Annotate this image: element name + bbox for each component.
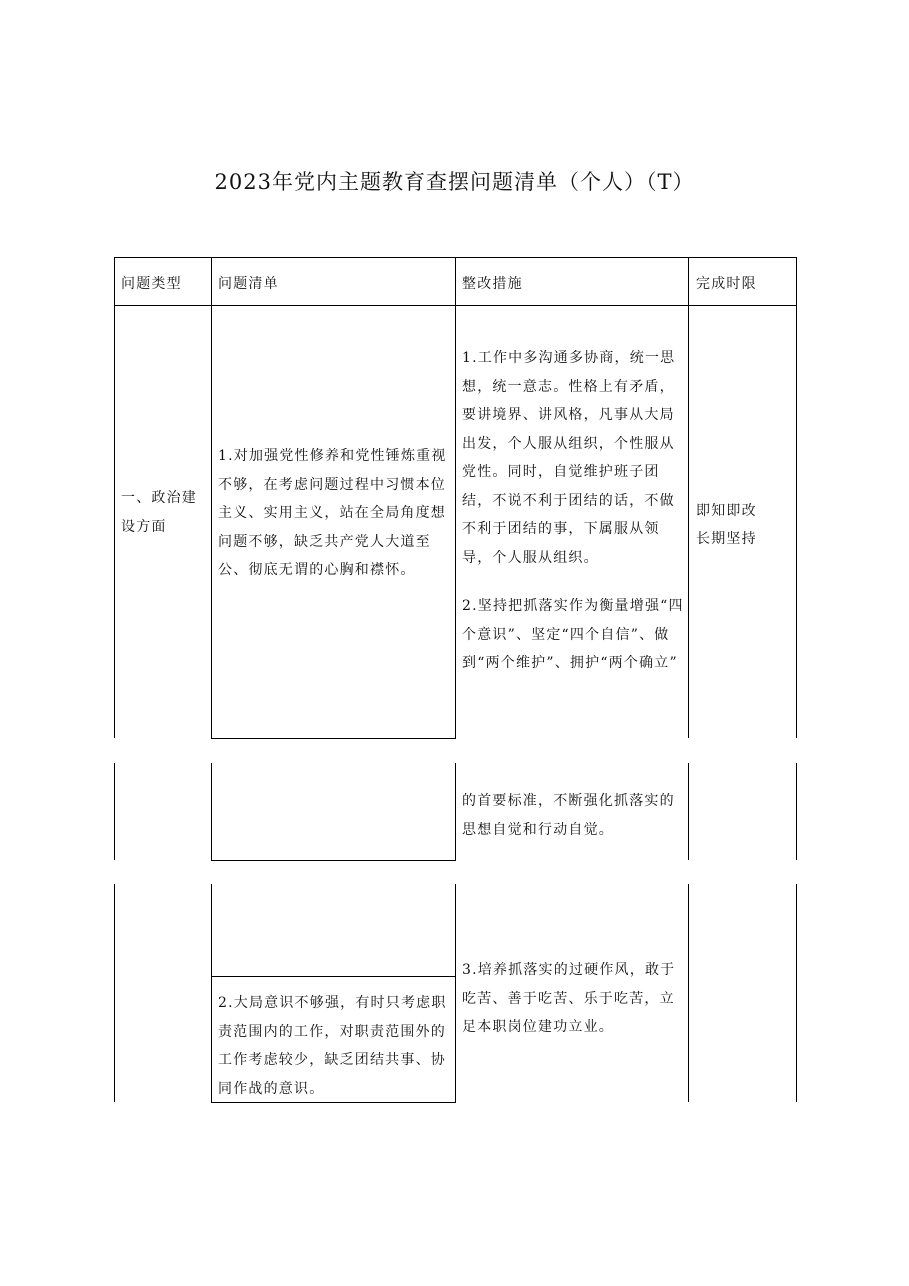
table-border (796, 884, 797, 1102)
cell-measures-1: 1.工作中多沟通多协商，统一思想，统一意志。性格上有矛盾，要讲境界、讲风格，凡事从大局出发，个人服从组织，个性服从党性。同时，自觉维护班子团结，不说不利于团结的话，不做不利于团结的事，下属服从领导，个人服从组织。 (462, 350, 676, 566)
header-deadline: 完成时限 (696, 276, 757, 292)
table-border (211, 976, 455, 977)
cell-problem-1: 1.对加强党性修养和党性锤炼重视不够，在考虑问题过程中习惯本位主义、实用主义，站在全局角度想问题不够，缺乏共产党人大道至公、彻底无谓的心胸和襟怀。 (218, 448, 447, 578)
cell-problem-type: 一、政治建设方面 (121, 490, 197, 535)
cell-measures-2: 2.坚持把抓落实作为衡量增强“四个意识”、坚定“四个自信”、做到“两个维护”、拥护“两个确立” (462, 598, 684, 671)
cell-deadline-1: 即知即改 (696, 503, 757, 519)
table-border (114, 884, 115, 1102)
cell-measures-cont: 的首要标准，不断强化抓落实的思想自觉和行动自觉。 (462, 793, 675, 838)
cell-problem-2: 2.大局意识不够强，有时只考虑职责范围内的工作，对职责范围外的工作考虑较少，缺乏团结共事、协同作战的意识。 (218, 995, 447, 1097)
header-problem-type: 问题类型 (121, 276, 182, 292)
header-measures: 整改措施 (462, 276, 523, 292)
document-title: 2023年党内主题教育查摆问题清单（个人）（T） (214, 170, 695, 194)
header-problem-list: 问题清单 (218, 276, 279, 292)
cell-deadline-2: 长期坚持 (696, 531, 757, 547)
cell-measures-3: 3.培养抓落实的过硬作风，敢于吃苦、善于吃苦、乐于吃苦，立足本职岗位建功立业。 (462, 962, 676, 1035)
table-border (455, 884, 456, 1103)
table-border (688, 884, 689, 1102)
table-border (211, 884, 212, 1103)
